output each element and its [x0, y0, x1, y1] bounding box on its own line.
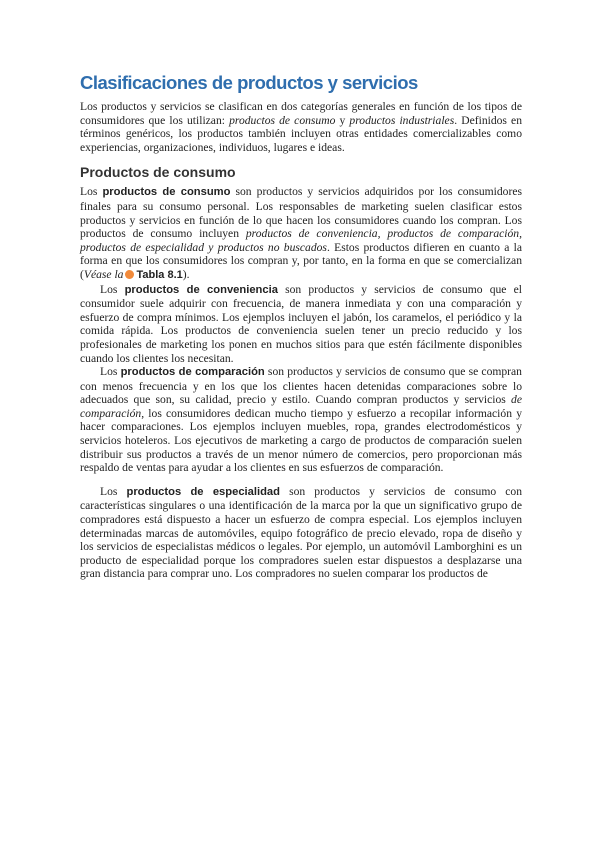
- key-term: productos de consumo: [102, 186, 231, 199]
- text-run: . Definidos en términos genéricos, los productos también incluyen otras entidades comercializables como experiencias, organizaciones, individuos, lugares e ideas.: [80, 113, 522, 154]
- section-heading: Clasificaciones de productos y servicios: [80, 72, 418, 93]
- text-run: , los consumidores dedican mucho tiempo y esfuerzo a recopilar información y hacer comparaciones. Los ejemplos incluyen muebles, ropa, grandes electrodomésticos y servicios hoteleros. Los ejecutivos de marketing a cargo de productos de comparación suelen distribuir sus productos a través de un menor número de comercios, pero proporcionan más respaldo de ventas para ayudar a los clientes en sus esfuerzos de comparación.: [80, 406, 522, 475]
- table-reference[interactable]: Tabla 8.1: [136, 268, 183, 281]
- paragraph-productos-consumo: [80, 185, 522, 282]
- text-run: Los productos y servicios se clasifican en dos categorías generales en función de los tipos de consumidores que los utilizan:: [80, 100, 522, 127]
- paragraph-productos-especialidad: [80, 485, 522, 581]
- reference-dot-icon: [125, 270, 134, 279]
- italic-run: de comparación: [80, 393, 522, 420]
- text-run: ).: [182, 267, 190, 281]
- key-term: productos de especialidad: [126, 485, 280, 498]
- italic-run: productos de conveniencia, productos de comparación, productos de especialidad y productos no buscados: [80, 227, 522, 254]
- text-run: . Estos productos difieren en cuanto a la forma en que los consumidores los compran y, por tanto, en la forma en que se comercializan (: [80, 240, 522, 281]
- italic-run: Véase la: [83, 267, 124, 281]
- italic-run: productos industriales: [349, 113, 455, 127]
- text-run: Los: [80, 185, 103, 199]
- text-run: son productos y servicios de consumo con características singulares o una identificación de la marca por la que un significativo grupo de compradores está dispuesto a hacer un esfuerzo de compra especial. Los ejemplos incluyen determinadas marcas de automóviles, equipo fotográfico de precio elevado, ropa de diseño y los servicios de especialistas médicos o legales. Por ejemplo, un automóvil Lamborghini es un producto de especialidad porque los compradores suelen estar dispuestos a desplazarse una gran distancia para comprar uno. Los compradores no suelen comparar los productos de: [80, 484, 522, 581]
- key-term: productos de comparación: [120, 366, 265, 379]
- text-run: Los: [100, 282, 125, 296]
- key-term: productos de conveniencia: [124, 283, 278, 296]
- text-run: Los: [100, 365, 121, 379]
- main-content: [80, 72, 522, 581]
- paragraph-productos-comparacion: [80, 365, 522, 475]
- text-run: son productos y servicios de consumo que se compran con menos frecuencia y en los que los clientes hacen detenidas comparaciones sobre lo adecuados que son, su calidad, precio y estilo. Cuando compran productos y servicios: [80, 365, 522, 407]
- subheading-productos-consumo: Productos de consumo: [80, 164, 236, 181]
- text-run: son productos y servicios adquiridos por los consumidores finales para su consumo personal. Los responsables de marketing suelen clasificar estos productos y servicios en función de lo que hacen los consumidores cuando los compran. Los productos de consumo incluyen: [80, 185, 523, 241]
- paragraph-productos-conveniencia: [80, 283, 522, 366]
- text-run: y: [335, 113, 350, 127]
- text-run: son productos y servicios de consumo que el consumidor suele adquirir con frecuencia, de manera inmediata y con una comparación y esfuerzo de compra mínimos. Los ejemplos incluyen el jabón, los caramelos, el periódico y la comida rápida. Los productos de conveniencia suelen tener un precio reducido y los profesionales de marketing los ponen en muchos sitios para que estén fácilmente disponibles cuando los clientes los necesitan.: [80, 282, 522, 365]
- intro-paragraph: [80, 100, 522, 154]
- italic-run: productos de consumo: [229, 113, 336, 127]
- text-run: Los: [100, 484, 127, 498]
